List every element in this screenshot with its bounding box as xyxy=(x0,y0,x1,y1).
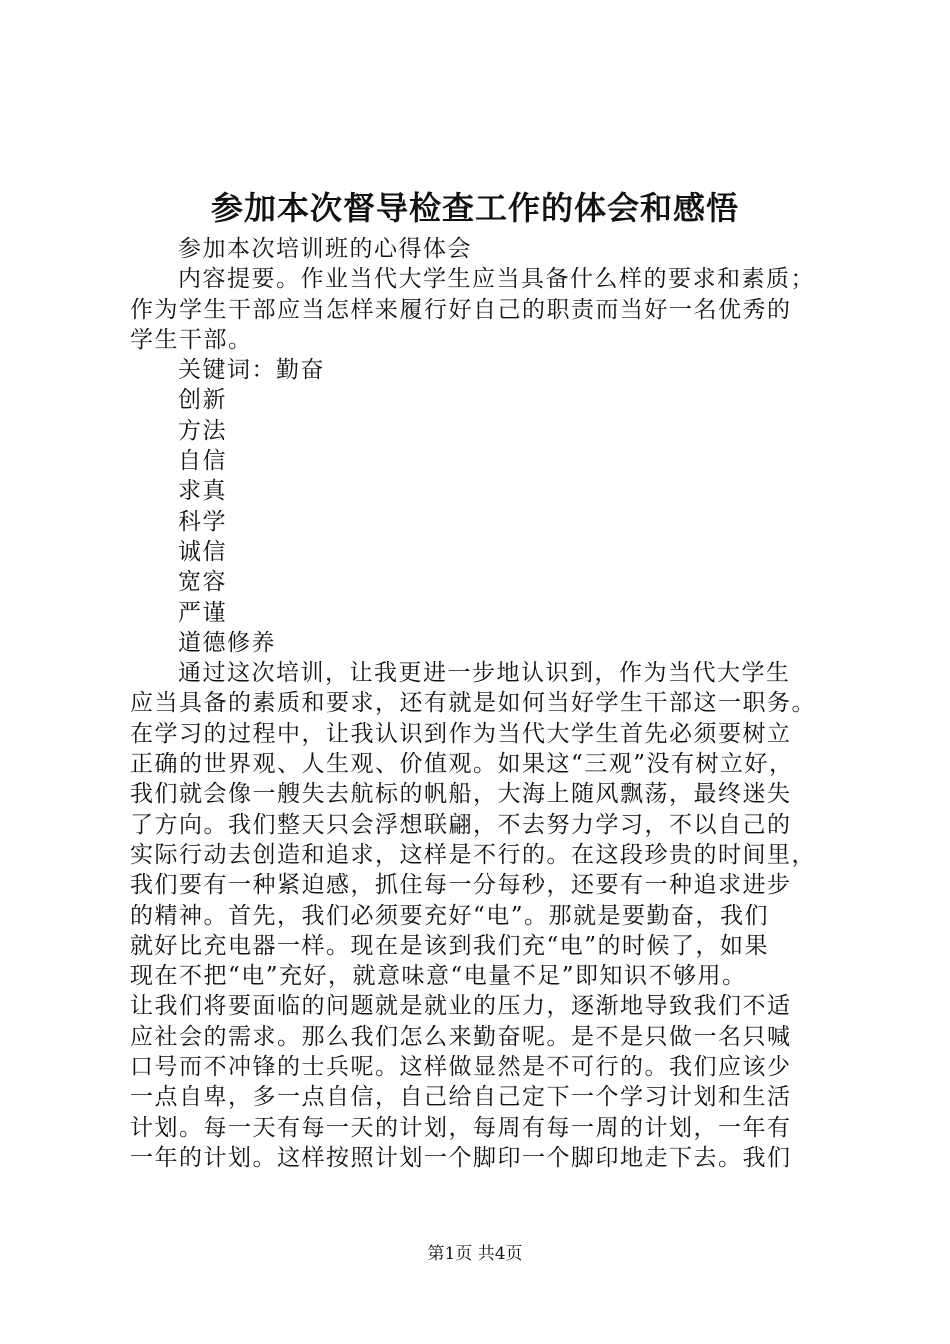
keyword-item: 道德修养 xyxy=(178,629,276,656)
keyword-item: 诚信 xyxy=(178,538,227,565)
body-line: 应当具备的素质和要求，还有就是如何当好学生干部这一职务。 xyxy=(130,690,816,717)
keyword-item: 严谨 xyxy=(178,599,227,626)
document-body xyxy=(130,234,830,1173)
keyword-item: 求真 xyxy=(178,478,227,505)
keyword-item: 方法 xyxy=(178,417,227,444)
body-line: 计划。每一天有每一天的计划，每周有每一周的计划，一年有 xyxy=(130,1114,792,1141)
body-line: 我们就会像一艘失去航标的帆船，大海上随风飘荡，最终迷失 xyxy=(130,781,792,808)
body-line: 让我们将要面临的问题就是就业的压力，逐渐地导致我们不适 xyxy=(130,993,792,1020)
document-subtitle: 参加本次培训班的心得体会 xyxy=(178,236,472,262)
body-line: 应社会的需求。那么我们怎么来勤奋呢。是不是只做一名只喊 xyxy=(130,1023,792,1050)
keyword-item: 科学 xyxy=(178,508,227,535)
body-line: 口号而不冲锋的士兵呢。这样做显然是不可行的。我们应该少 xyxy=(130,1054,792,1081)
body-line: 实际行动去创造和追求，这样是不行的。在这段珍贵的时间里， xyxy=(130,841,816,868)
body-line: 我们要有一种紧迫感，抓住每一分每秒，还要有一种追求进步 xyxy=(130,872,792,899)
body-line: 就好比充电器一样。现在是该到我们充“电”的时候了，如果 xyxy=(130,932,770,959)
keywords-label: 关键词：勤奋 xyxy=(178,357,325,384)
body-line: 正确的世界观、人生观、价值观。如果这“三观”没有树立好， xyxy=(130,751,794,778)
keyword-item: 自信 xyxy=(178,448,227,475)
abstract-line: 学生干部。 xyxy=(130,326,253,353)
document-title: 参加本次督导检查工作的体会和感悟 xyxy=(210,189,739,227)
abstract-line: 作为学生干部应当怎样来履行好自己的职责而当好一名优秀的 xyxy=(130,296,792,323)
abstract-line: 内容提要。作业当代大学生应当具备什么样的要求和素质； xyxy=(178,266,815,293)
keyword-list xyxy=(130,385,830,658)
body-line: 的精神。首先，我们必须要充好“电”。那就是要勤奋，我们 xyxy=(130,902,770,929)
body-line: 了方向。我们整天只会浮想联翩，不去努力学习，不以自己的 xyxy=(130,811,792,838)
page-footer: 第1页 共4页 xyxy=(427,1244,523,1264)
body-line: 通过这次培训，让我更进一步地认识到，作为当代大学生 xyxy=(178,660,791,687)
body-line: 一点自卑，多一点自信，自己给自己定下一个学习计划和生活 xyxy=(130,1084,792,1111)
body-line: 现在不把“电”充好，就意味意“电量不足”即知识不够用。 xyxy=(130,963,747,990)
keyword-item: 宽容 xyxy=(178,569,227,596)
keyword-item: 创新 xyxy=(178,387,227,414)
body-line: 一年的计划。这样按照计划一个脚印一个脚印地走下去。我们 xyxy=(130,1144,792,1171)
body-line: 在学习的过程中，让我认识到作为当代大学生首先必须要树立 xyxy=(130,720,792,747)
